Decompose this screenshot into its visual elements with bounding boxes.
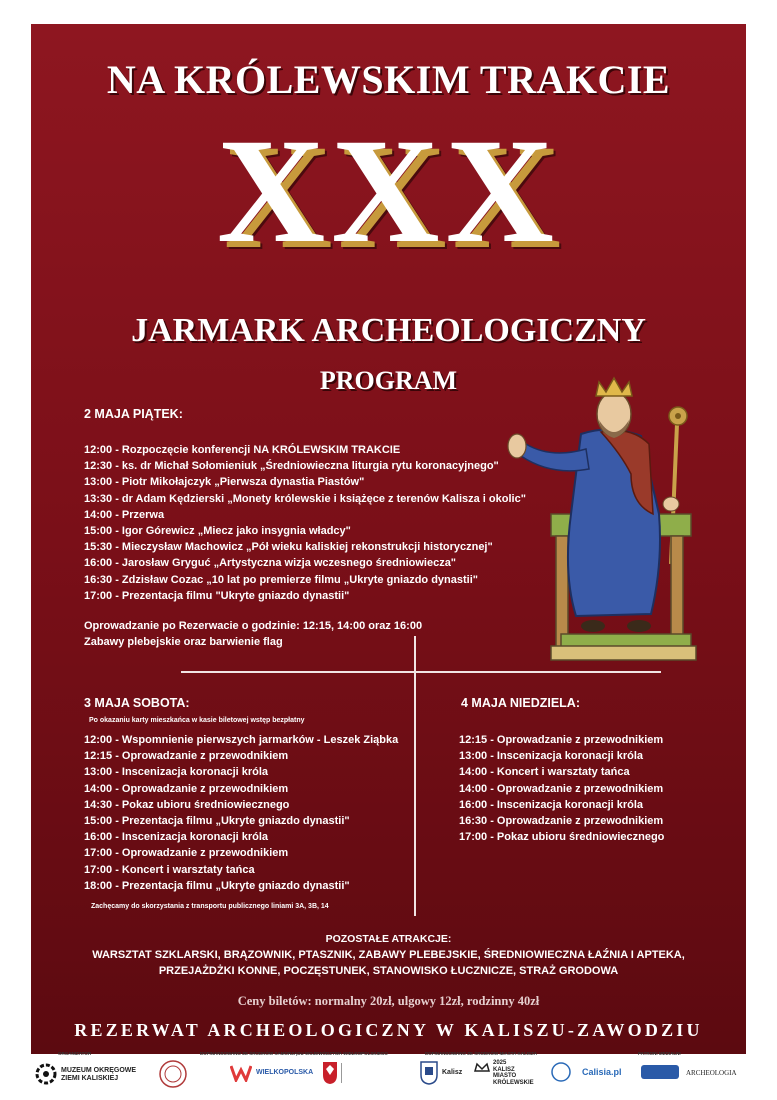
day3-program	[459, 732, 719, 845]
wielkopolska-name: WIELKOPOLSKA	[256, 1069, 314, 1076]
list-item: 13:00 - Inscenizacja koronacji króla	[459, 750, 644, 763]
list-item: 17:00 - Koncert i warsztaty tańca	[84, 863, 255, 876]
ticket-prices: Ceny biletów: normalny 20zł, ulgowy 12zł, rodzinny 40zł	[237, 994, 540, 1008]
event-title: NA KRÓLEWSKIM TRAKCIE	[106, 57, 671, 102]
day2-title: 3 MAJA SOBOTA:	[84, 696, 190, 710]
list-item: 15:00 - Igor Górewicz „Miecz jako insygnia władcy"	[84, 525, 351, 538]
venue-name: REZERWAT ARCHEOLOGICZNY W KALISZU-ZAWODZIU	[74, 1020, 703, 1040]
list-item: 17:00 - Pokaz ubioru średniowiecznego	[459, 831, 665, 844]
kalisz-2025-text: 2025 KALISZ MIASTO KRÓLEWSKIE	[493, 1060, 534, 1086]
list-item: 13:00 - Piotr Mikołajczyk „Pierwsza dynastia Piastów"	[84, 476, 365, 489]
sponsor-footer	[0, 1047, 777, 1100]
list-item: 13:30 - dr Adam Kędzierski „Monety królewskie i książęce z terenów Kalisza i okolic"	[84, 492, 526, 505]
calisia-logo: Calisia.pl	[582, 1067, 622, 1077]
list-item: 14:30 - Pokaz ubioru średniowiecznego	[84, 798, 290, 811]
list-item: 17:00 - Oprowadzanie z przewodnikiem	[84, 847, 289, 860]
list-item: 14:00 - Oprowadzanie z przewodnikiem	[459, 782, 664, 795]
list-item: 15:00 - Prezentacja filmu „Ukryte gniazdo dynastii"	[84, 815, 350, 828]
fair-title: JARMARK ARCHEOLOGICZNY	[131, 312, 646, 349]
poster	[31, 24, 746, 1054]
list-item: 16:30 - Zdzisław Cozac „10 lat po premierze filmu „Ukryte gniazdo dynastii"	[84, 573, 478, 586]
archeologia-logo: ARCHEOLOGIA	[686, 1069, 737, 1077]
list-item: 14:00 - Koncert i warsztaty tańca	[459, 766, 630, 779]
museum-name: MUZEUM OKRĘGOWE ZIEMI KALISKIEJ	[61, 1067, 137, 1082]
edition-numeral: XXX	[217, 108, 560, 274]
attractions-line-2: PRZEJAŻDŻKI KONNE, POCZĘSTUNEK, STANOWISKO ŁUCZNICZE, STRAŻ GRODOWA	[158, 965, 619, 977]
region-coat-of-arms-icon	[322, 1061, 338, 1085]
list-item: 14:00 - Przerwa	[84, 508, 165, 521]
list-item: 13:00 - Inscenizacja koronacji króla	[84, 766, 269, 779]
day2-transport-note: Zachęcamy do skorzystania z transportu publicznego liniami 3A, 3B, 14	[91, 903, 329, 910]
day1-program	[84, 442, 564, 604]
museum-logo-icon	[35, 1063, 57, 1085]
list-item: 16:00 - Inscenizacja koronacji króla	[459, 798, 644, 811]
day2-resident-note: Po okazaniu karty mieszkańca w kasie biletowej wstęp bezpłatny	[89, 717, 305, 724]
attractions-line-1: WARSZTAT SZKLARSKI, BRĄZOWNIK, PTASZNIK, ZABAWY PLEBEJSKIE, ŚREDNIOWIECZNA ŁAŹNIA I APTEKA,	[92, 949, 685, 961]
day1-title: 2 MAJA PIĄTEK:	[84, 407, 183, 421]
list-item: 12:00 - Wspomnienie pierwszych jarmarków - Leszek Ziąbka	[84, 734, 399, 746]
list-item: 12:00 - Rozpoczęcie konferencji NA KRÓLEWSKIM TRAKCIE	[84, 444, 401, 456]
label-organizer: ORGANIZATOR	[58, 1051, 92, 1056]
list-item: 12:15 - Oprowadzanie z przewodnikiem	[84, 750, 289, 763]
label-cofunded-city: DOFINANSOWANO ZE ŚRODKÓW MIASTA KALISZA	[425, 1051, 537, 1056]
kalisz-2025-crown-icon	[473, 1061, 491, 1083]
list-item: 14:00 - Oprowadzanie z przewodnikiem	[84, 782, 289, 795]
day2-program	[84, 732, 424, 894]
day1-note-tours: Oprowadzanie po Rezerwacie o godzinie: 12:15, 14:00 oraz 16:00	[84, 620, 423, 632]
list-item: 16:00 - Jarosław Gryguć „Artystyczna wizja wczesnego średniowiecza"	[84, 557, 457, 570]
kalisz-name: Kalisz	[442, 1069, 463, 1076]
wielkopolska-w-icon	[230, 1064, 252, 1082]
region-council-mark	[341, 1063, 381, 1083]
kalisz-crest-icon	[420, 1061, 438, 1085]
attractions-title: POZOSTAŁE ATRAKCJE:	[325, 933, 452, 945]
museum-seal-icon	[158, 1059, 188, 1089]
divider-horizontal	[181, 671, 661, 673]
label-cofunded-region: DOFINANSOWANO ZE ŚRODKÓW SAMORZĄDU WOJEWÓDZTWA WIELKOPOLSKIEGO	[200, 1051, 388, 1056]
patron-emblem-icon	[550, 1061, 572, 1083]
list-item: 16:00 - Inscenizacja koronacji króla	[84, 831, 269, 844]
list-item: 12:15 - Oprowadzanie z przewodnikiem	[459, 734, 664, 746]
list-item: 12:30 - ks. dr Michał Sołomieniuk „Średniowieczna liturgia rytu koronacyjnego"	[84, 460, 499, 473]
day3-title: 4 MAJA NIEDZIELA:	[461, 696, 580, 710]
list-item: 18:00 - Prezentacja filmu „Ukryte gniazdo dynastii"	[84, 879, 350, 892]
radio-logo-icon	[640, 1061, 680, 1083]
program-heading: PROGRAM	[319, 366, 458, 395]
list-item: 15:30 - Mieczysław Machowicz „Pół wieku kaliskiej rekonstrukcji historycznej"	[84, 541, 493, 554]
list-item: 17:00 - Prezentacja filmu "Ukryte gniazdo dynastii"	[84, 589, 350, 602]
day1-notes	[84, 618, 422, 650]
day1-note-games: Zabawy plebejskie oraz barwienie flag	[84, 636, 283, 649]
label-media-patrons: PATRONI MEDIALNI	[638, 1051, 681, 1056]
list-item: 16:30 - Oprowadzanie z przewodnikiem	[459, 815, 664, 828]
